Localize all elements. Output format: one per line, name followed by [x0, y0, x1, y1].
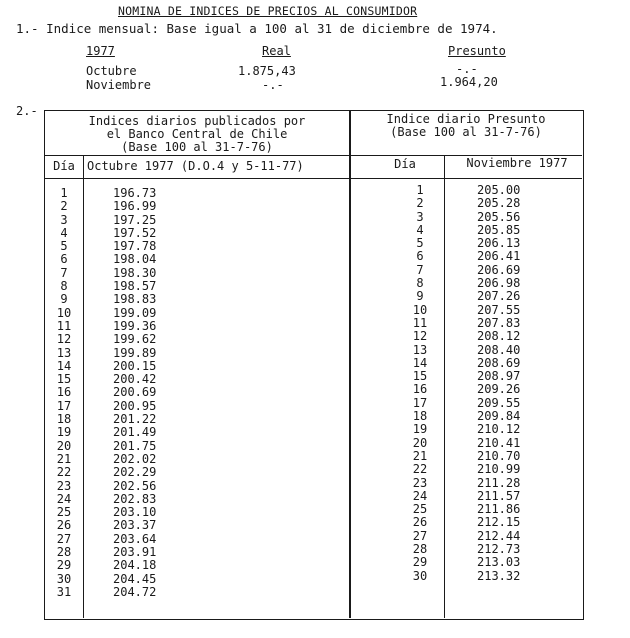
section1-heading: 1.- Indice mensual: Base igual a 100 al 31 de diciembre de 1974.: [16, 21, 498, 36]
right-day-cell: 23: [412, 475, 428, 490]
right-value-column-header: Noviembre 1977: [466, 156, 568, 170]
middle-divider: [349, 111, 351, 618]
left-value-cell: 203.10: [113, 505, 157, 520]
right-value-cell: 213.32: [477, 568, 521, 583]
right-day-cell: 13: [412, 342, 428, 357]
left-day-cell: 12: [56, 332, 72, 347]
left-value-cell: 196.99: [113, 199, 157, 214]
left-value-cell: 204.18: [113, 558, 157, 573]
right-day-cell: 22: [412, 462, 428, 477]
left-value-cell: 200.69: [113, 385, 157, 400]
right-value-cell: 210.41: [477, 435, 521, 450]
right-day-cell: 25: [412, 502, 428, 517]
right-value-cell: 207.26: [477, 289, 521, 304]
right-day-cell: 1: [416, 183, 424, 197]
left-day-cell: 27: [56, 531, 72, 546]
left-day-cell: 17: [56, 398, 72, 413]
left-day-cell: 21: [56, 451, 72, 466]
left-day-cell: 5: [60, 239, 68, 254]
right-day-cell: 16: [412, 382, 428, 397]
right-day-column: [407, 184, 433, 583]
right-value-cell: 209.55: [477, 395, 521, 410]
left-value-cell: 203.64: [113, 531, 157, 546]
right-day-cell: 17: [412, 395, 428, 410]
right-value-cell: 212.73: [477, 542, 521, 557]
right-value-cell: 212.15: [477, 515, 521, 530]
left-value-cell: 204.45: [113, 571, 157, 586]
left-value-cell: 201.49: [113, 425, 157, 440]
month-label-noviembre: Noviembre: [86, 78, 152, 92]
left-value-cell: 202.02: [113, 451, 157, 466]
right-day-cell: 11: [412, 315, 428, 330]
left-value-cell: 202.83: [113, 491, 157, 506]
real-value-noviembre: -.-: [262, 78, 284, 92]
right-day-cell: 9: [416, 289, 424, 304]
left-day-cell: 3: [60, 212, 68, 227]
left-value-cell: 198.57: [113, 279, 157, 294]
right-day-cell: 10: [412, 302, 428, 317]
section2-label: 2.-: [16, 104, 38, 118]
right-day-cell: 7: [416, 262, 424, 277]
left-day-cell: 28: [56, 545, 72, 560]
right-value-cell: 211.86: [477, 502, 521, 517]
right-value-cell: 205.00: [477, 183, 521, 197]
right-day-cell: 24: [412, 488, 428, 503]
right-day-cell: 14: [412, 355, 428, 370]
right-day-cell: 30: [412, 568, 428, 583]
left-day-cell: 16: [56, 385, 72, 400]
left-day-cell: 18: [56, 412, 72, 427]
left-day-cell: 30: [56, 571, 72, 586]
left-value-cell: 197.25: [113, 212, 157, 227]
left-day-cell: 14: [56, 358, 72, 373]
right-value-cell: 205.56: [477, 209, 521, 224]
left-value-cell: 203.91: [113, 545, 157, 560]
right-day-cell: 6: [416, 249, 424, 264]
right-value-column: [477, 184, 520, 583]
right-day-cell: 15: [412, 369, 428, 384]
left-day-cell: 7: [60, 265, 68, 280]
right-table-header: Indice diario Presunto (Base 100 al 31-7-76): [386, 112, 546, 139]
right-day-cell: 5: [416, 236, 424, 251]
daily-index-table: [44, 110, 584, 620]
left-value-cell: 198.04: [113, 252, 157, 267]
left-day-cell: 1: [60, 186, 68, 200]
left-value-cell: 200.42: [113, 372, 157, 387]
left-day-cell: 24: [56, 491, 72, 506]
left-day-divider: [83, 155, 84, 618]
right-day-cell: 4: [416, 222, 424, 237]
left-day-cell: 25: [56, 505, 72, 520]
right-value-cell: 207.55: [477, 302, 521, 317]
left-value-cell: 196.73: [113, 186, 157, 200]
left-day-cell: 8: [60, 279, 68, 294]
left-table-header: Indices diarios publicados por el Banco Central de Chile (Base 100 al 31-7-76): [88, 114, 306, 154]
left-value-cell: 199.36: [113, 318, 157, 333]
left-day-column: [51, 187, 77, 599]
right-value-cell: 206.13: [477, 236, 521, 251]
left-day-cell: 20: [56, 438, 72, 453]
left-day-cell: 26: [56, 518, 72, 533]
right-value-cell: 206.41: [477, 249, 521, 264]
right-day-cell: 26: [412, 515, 428, 530]
right-value-cell: 205.28: [477, 196, 521, 211]
real-column-header: Real: [262, 44, 291, 58]
right-day-cell: 3: [416, 209, 424, 224]
subheader-divider: [45, 178, 582, 179]
right-value-cell: 208.69: [477, 355, 521, 370]
left-day-cell: 9: [60, 292, 68, 307]
right-value-cell: 209.26: [477, 382, 521, 397]
left-day-cell: 2: [60, 199, 68, 214]
right-value-cell: 213.03: [477, 555, 521, 570]
right-value-cell: 206.98: [477, 276, 521, 291]
left-value-column-header: Octubre 1977 (D.O.4 y 5-11-77): [87, 159, 304, 173]
left-value-cell: 203.37: [113, 518, 157, 533]
left-day-cell: 10: [56, 305, 72, 320]
right-value-cell: 210.12: [477, 422, 521, 437]
left-value-cell: 197.52: [113, 225, 157, 240]
presunto-column-header: Presunto: [448, 44, 506, 58]
real-value-octubre: 1.875,43: [238, 64, 296, 78]
left-value-column: [113, 187, 156, 599]
right-value-cell: 210.99: [477, 462, 521, 477]
presunto-value-octubre: -.-: [456, 62, 478, 76]
right-value-cell: 212.44: [477, 528, 521, 543]
right-value-cell: 211.28: [477, 475, 521, 490]
right-value-cell: 208.40: [477, 342, 521, 357]
right-value-cell: 205.85: [477, 222, 521, 237]
left-value-cell: 201.75: [113, 438, 157, 453]
right-day-column-header: Día: [394, 157, 416, 171]
left-value-cell: 201.22: [113, 412, 157, 427]
left-day-column-header: Día: [53, 159, 75, 173]
left-value-cell: 204.72: [113, 584, 157, 599]
left-value-cell: 198.30: [113, 265, 157, 280]
left-value-cell: 197.78: [113, 239, 157, 254]
right-day-cell: 2: [416, 196, 424, 211]
right-day-cell: 21: [412, 448, 428, 463]
left-day-cell: 13: [56, 345, 72, 360]
month-label-octubre: Octubre: [86, 64, 137, 78]
left-day-cell: 15: [56, 372, 72, 387]
left-day-cell: 4: [60, 225, 68, 240]
left-day-cell: 11: [56, 318, 72, 333]
left-value-cell: 198.83: [113, 292, 157, 307]
left-value-cell: 202.56: [113, 478, 157, 493]
right-day-cell: 27: [412, 528, 428, 543]
right-value-cell: 206.69: [477, 262, 521, 277]
right-day-divider: [444, 155, 445, 618]
document-title: NOMINA DE INDICES DE PRECIOS AL CONSUMIDOR: [118, 4, 418, 18]
left-value-cell: 202.29: [113, 465, 157, 480]
right-day-cell: 18: [412, 409, 428, 424]
right-day-cell: 12: [412, 329, 428, 344]
right-value-cell: 208.97: [477, 369, 521, 384]
left-day-cell: 6: [60, 252, 68, 267]
left-day-cell: 23: [56, 478, 72, 493]
right-day-cell: 19: [412, 422, 428, 437]
left-value-cell: 199.89: [113, 345, 157, 360]
presunto-value-noviembre: 1.964,20: [440, 75, 498, 89]
left-value-cell: 199.62: [113, 332, 157, 347]
left-day-cell: 29: [56, 558, 72, 573]
left-value-cell: 200.95: [113, 398, 157, 413]
left-value-cell: 200.15: [113, 358, 157, 373]
right-day-cell: 20: [412, 435, 428, 450]
right-value-cell: 208.12: [477, 329, 521, 344]
left-day-cell: 22: [56, 465, 72, 480]
left-value-cell: 199.09: [113, 305, 157, 320]
right-day-cell: 28: [412, 542, 428, 557]
right-value-cell: 207.83: [477, 315, 521, 330]
right-day-cell: 29: [412, 555, 428, 570]
right-day-cell: 8: [416, 276, 424, 291]
left-day-cell: 19: [56, 425, 72, 440]
left-day-cell: 31: [56, 584, 72, 599]
year-column-header: 1977: [86, 44, 115, 58]
right-value-cell: 211.57: [477, 488, 521, 503]
right-value-cell: 210.70: [477, 448, 521, 463]
right-value-cell: 209.84: [477, 409, 521, 424]
